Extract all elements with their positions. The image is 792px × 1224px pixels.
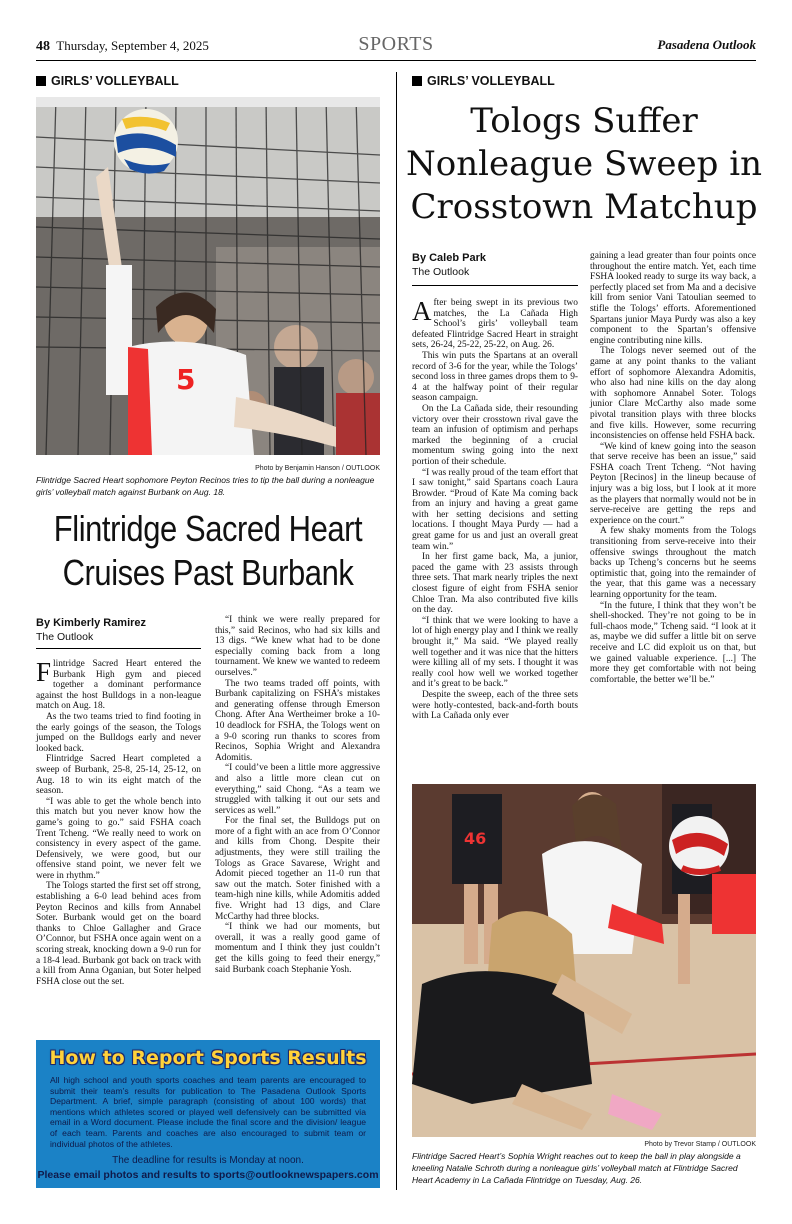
right-kicker-label: GIRLS’ VOLLEYBALL — [427, 74, 555, 88]
right-headline-line2: Nonleague Sweep in — [406, 144, 762, 184]
promo-email[interactable]: Please email photos and results to sports@outlooknewspapers.com — [37, 1169, 379, 1182]
left-para-1: Flintridge Sacred Heart entered the Burbank High gym and pieced together a dominant performance against the host Bulldogs in a non-league match on Aug. 18. — [36, 657, 201, 712]
right-body-col2 — [590, 251, 756, 685]
right-para-10: “We kind of knew going into the season that serve receive has been an issue,” said FSHA coach Trent Tcheng. “Not having Peyton [Recinos] in the lineup because of injury was a big loss, but I look at it more as the players that normally would not be in serve-receive are getting the reps and experience on the court.” — [590, 441, 756, 526]
left-body-col1 — [36, 659, 201, 987]
left-photo-credit: Photo by Benjamin Hanson / OUTLOOK — [255, 465, 380, 472]
left-para-9: For the final set, the Bulldogs put on more of a fight with an ace from O’Connor and kills from Chong. Despite their adjustments, they were still trailing the Tologs as Grace Savarese, Wright and Adomit pieced together an 11-0 run that saw out the match. Soter finished with a team-high nine kills, while Adomitis added five. Wright had 13 digs, and Clare McCarthy had three blocks. — [215, 816, 380, 922]
right-headline — [404, 100, 764, 229]
left-para-8: “I could’ve been a little more aggressive and also a little more clean cut on everything,” said Chong. “As a team we struggled with talking it out our sets and services as well.” — [215, 763, 380, 816]
promo-title: How to Report Sports Results — [49, 1047, 367, 1069]
volleyball-dig-photo — [412, 784, 756, 1137]
right-para-4: “I was really proud of the team effort that I saw tonight,” said Spartans coach Laura Browder. “Proud of Kate Ma coming back from an injury and having a great game with her setting decisions and setting locations. I thought Maya Purdy — had a great game for us and just an overall great team win.” — [412, 467, 579, 552]
page-number: 48 — [36, 39, 50, 54]
kicker-square-icon — [36, 76, 46, 86]
left-kicker — [36, 74, 179, 88]
right-byline-outlet: The Outlook — [412, 266, 470, 278]
right-byline-name: By Caleb Park — [412, 252, 486, 264]
left-para-4: “I was able to get the whole bench into this match but you never know how the game’s going to go.” said FSHA coach Trent Tcheng. “We really need to work on consistency in every aspect of the game. Defensively, we were good, but our offensive stand point, we never felt we were in rhythm.” — [36, 796, 201, 881]
right-photo[interactable] — [412, 784, 756, 1137]
right-byline-rule — [412, 285, 578, 286]
right-para-5: In her first game back, Ma, a junior, paced the game with 23 assists through three sets. That mark nearly triples the next closest figure of eight from FSHA senior Chloe Tran. Ma also contributed five kills on the day. — [412, 552, 578, 616]
left-byline-outlet: The Outlook — [36, 631, 94, 643]
right-photo-caption: Flintridge Sacred Heart’s Sophia Wright reaches out to keep the ball in play alongside a kneeling Natalie Schroth during a nonleague girls’ volleyball match at Flintridge Sacred Heart Academy in La Cañada Flintridge on Tuesday, Aug. 26. — [412, 1151, 741, 1185]
right-kicker — [412, 74, 555, 88]
left-body-col2 — [215, 615, 380, 975]
section-title: SPORTS — [358, 33, 434, 55]
left-headline-line2: Cruises Past Burbank — [62, 552, 354, 593]
right-para-3: On the La Cañada side, their resounding victory over their crosstown rival gave the team an infusion of optimism and perhaps marked the beginning of a crucial momentum swing going into the next portion of their schedule. — [412, 403, 578, 467]
sports-results-promo[interactable] — [36, 1040, 380, 1188]
left-byline — [36, 616, 206, 644]
left-para-3: Flintridge Sacred Heart completed a sweep of Burbank, 25-8, 25-14, 25-12, on Aug. 18 to win its eight match of the season. — [36, 754, 201, 797]
volleyball-tip-photo — [36, 97, 380, 455]
left-dropcap: F — [36, 657, 52, 687]
right-dropcap: A — [412, 296, 432, 326]
issue-date: Thursday, September 4, 2025 — [56, 38, 209, 53]
right-para-9: The Tologs never seemed out of the game at any point thanks to the valiant effort of sophomore Alexandra Adomitis, who also had nine kills on the day along with sophomore Annabel Soter. Tologs junior Clare McCarthy also made some pivotal transition plays with three blocks and five kills. However, some recurring inconsistencies on offense held FSHA back. — [590, 346, 756, 442]
left-para-2: As the two teams tried to find footing in the early goings of the season, the Tologs jumped on the Bulldogs early and never looked back. — [36, 711, 201, 754]
left-photo[interactable] — [36, 97, 380, 455]
kicker-square-icon — [412, 76, 422, 86]
right-photo-credit: Photo by Trevor Stamp / OUTLOOK — [644, 1141, 756, 1148]
right-para-2: This win puts the Spartans at an overall record of 3-6 for the year, while the Tologs’ second loss in three games drops them to 9-4 at the halfway point of their regular season campaign. — [412, 350, 578, 404]
left-headline — [46, 507, 369, 595]
right-para-8: gaining a lead greater than four points once throughout the entire match. Yet, each time FSHA looked ready to surge its way back, a perfectly placed set from Ma and a decisive kill from senior Vani Tatoulian seemed to stifle the Tologs’ efforts. Aforementioned Spartans junior Maya Purdy was also a key component to the Spartan’s offensive engine contributing nine kills. — [590, 251, 756, 346]
left-photo-caption: Flintridge Sacred Heart sophomore Peyton Recinos tries to tip the ball during a nonleague girls’ volleyball match against Burbank on Aug. 18. — [36, 475, 375, 497]
right-para-11: A few shaky moments from the Tologs transitioning from serve-receive into their offensive swings throughout the match backs up Tcheng’s concerns but he seems optimistic that, going into the remainder of the year, that this game was a necessary learning opportunity for the team. — [590, 526, 756, 600]
right-body-col1 — [412, 298, 578, 722]
promo-deadline: The deadline for results is Monday at noon. — [112, 1155, 304, 1167]
right-para-1: After being swept in its previous two matches, the La Cañada High School’s girls’ volleyball team defeated Flintridge Sacred Heart in straight sets, 26-24, 25-22, 25-22, on Aug. 26. — [412, 296, 578, 351]
publication-name: Pasadena Outlook — [657, 37, 756, 52]
left-para-5: The Tologs started the first set off strong, establishing a 6-0 lead behind aces from Peyton Recinos and kills from Annabel Soter. Burbank would get on the board thanks to Chloe Gallagher and Grace O’Connor, but FSHA once again went on a scoring streak, knocking down a 9-0 run for a 18-4 lead. Burbank got back on track with a kill from Anna Oganian, but Soter helped FSHA close out the set. — [36, 881, 201, 987]
left-byline-name: By Kimberly Ramirez — [36, 617, 147, 629]
bench-jersey-number: 46 — [464, 829, 487, 848]
left-byline-rule — [36, 648, 201, 649]
header-rule — [36, 60, 756, 61]
right-headline-line1: Tologs Suffer — [470, 101, 698, 141]
right-para-6: “I think that we were looking to have a lot of high energy play and I think we really brought it,” Ma said. “We played really well together and it was nice that the hitters were killing all of my sets. I thought it was really cool how well we worked together and it’s great to be back.” — [412, 615, 578, 690]
right-para-7: Despite the sweep, each of the three sets were hotly-contested, back-and-forth bouts with La Cañada only ever — [412, 689, 578, 722]
jersey-number: 5 — [176, 363, 196, 396]
left-headline-line1: Flintridge Sacred Heart — [53, 508, 363, 549]
right-headline-line3: Crosstown Matchup — [410, 187, 758, 227]
promo-body: All high school and youth sports coaches and team parents are encouraged to submit their team’s results for publication to The Pasadena Outlook Sports Department. A brief, simple paragraph (consisting of about 100 words) that mentions which athletes scored or played well defensively can be submitted via email in a Word document. Please include the final score and the division/ league of each team. Parents and coaches are also encouraged to submit team or individual photos of the athletes. — [50, 1075, 366, 1149]
right-para-12: “In the future, I think that they won’t be shell-shocked. They’re not going to be in full-chaos mode,” Tcheng said. “I look at it as, maybe we did suffer a little bit on serve receive and LC did exploit us on that, but we gained valuable experience. [...] The more they get comfortable with not being comfortable, the better we’ll be.” — [590, 600, 756, 685]
left-kicker-label: GIRLS’ VOLLEYBALL — [51, 74, 179, 88]
left-para-7: The two teams traded off points, with Burbank capitalizing on FSHA’s mistakes and generating offense through Emerson Chong. After Ana Wertheimer broke a 10-10 deadlock for FSHA, the Tologs went on a 9-0 scoring run thanks to scores from Recinos, Sophia Wright and Alexandra Adomitis. — [215, 678, 380, 763]
left-para-6: “I think we were really prepared for this,” said Recinos, who had six kills and 13 digs. “We knew what had to be done especially coming back from a long tournament. We knew we wanted to redeem ourselves.” — [215, 615, 380, 678]
right-byline — [412, 251, 582, 279]
left-para-10: “I think we had our moments, but overall, it was a really good game of momentum and I think they just couldn’t get the kills going to feed their energy,” said Burbank coach Stephanie Yosh. — [215, 922, 380, 975]
column-divider — [396, 72, 397, 1190]
